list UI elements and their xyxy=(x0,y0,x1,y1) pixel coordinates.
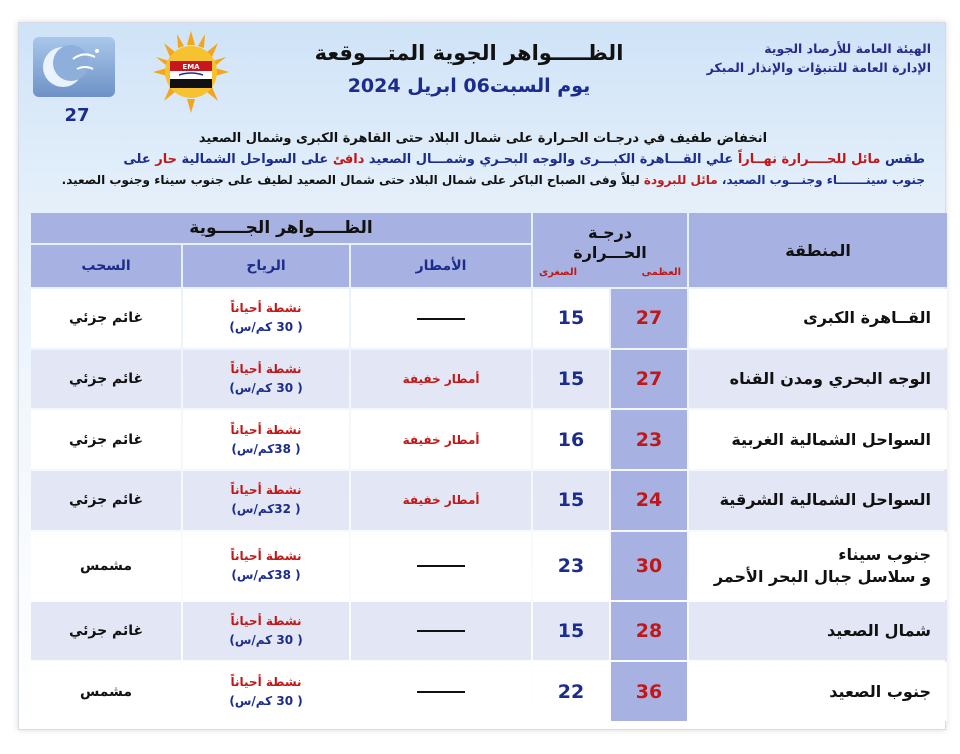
table-header-row xyxy=(31,213,947,243)
summary-line-2-a: طقس xyxy=(880,152,925,167)
summary-line-2-c: علي القـــاهرة الكبـــرى والوجه البحـري وشمـــال الصعيد xyxy=(364,152,738,167)
cell-max-temp: 27 xyxy=(611,350,687,409)
wind-speed: ( 30 كم/س) xyxy=(229,320,303,335)
crescent-icon xyxy=(33,37,115,97)
forecast-sheet xyxy=(18,22,946,730)
region-name: جنوب الصعيد xyxy=(829,681,932,701)
cell-rain xyxy=(351,532,531,600)
cell-clouds: غائم جزئي xyxy=(31,289,181,348)
header-region: المنطقة xyxy=(689,213,947,287)
cell-min-temp: 22 xyxy=(533,662,609,721)
cell-min-temp: 15 xyxy=(533,471,609,530)
header-temperature-label-2: الحـــرارة xyxy=(573,242,647,262)
header-temperature xyxy=(533,213,687,287)
cell-wind xyxy=(183,350,349,409)
no-rain-dash xyxy=(417,318,465,320)
cell-max-temp: 36 xyxy=(611,662,687,721)
region-name: جنوب سيناء xyxy=(838,544,932,564)
cell-min-temp: 15 xyxy=(533,289,609,348)
wind-text: نشطة أحياناً xyxy=(230,483,302,498)
summary-line-3-a: جنوب سينـــــــاء وجنـــوب الصعيد، xyxy=(717,173,925,187)
header-rain: الأمطار xyxy=(351,245,531,287)
region-name: القــاهرة الكبرى xyxy=(803,308,932,328)
no-rain-dash xyxy=(417,691,465,693)
cell-region xyxy=(689,471,947,530)
wind-text: نشطة أحياناً xyxy=(230,674,302,689)
summary-line-2-f: حار xyxy=(155,152,177,167)
wind-text: نشطة أحياناً xyxy=(230,548,302,563)
cell-rain xyxy=(351,350,531,409)
cell-region xyxy=(689,289,947,348)
wind-speed: ( 30 كم/س) xyxy=(229,632,303,647)
summary-line-1: انخفاض طفيف في درجـات الحـرارة على شمال البلاد حتى القاهرة الكبرى وشمال الصعيد xyxy=(198,131,768,146)
header-clouds: السحب xyxy=(31,245,181,287)
cell-wind xyxy=(183,532,349,600)
region-name-line-2: و سلاسل جبال البحر الأحمر xyxy=(713,566,932,586)
wind-text: نشطة أحياناً xyxy=(230,301,302,316)
wind-text: نشطة أحياناً xyxy=(230,362,302,376)
cell-wind xyxy=(183,662,349,721)
rain-text: أمطار خفيفة xyxy=(402,432,480,447)
cell-min-temp: 16 xyxy=(533,410,609,469)
cell-max-temp: 23 xyxy=(611,410,687,469)
forecast-date: يوم السبت06 ابريل 2024 xyxy=(347,75,591,97)
header-temperature-label: درجـة xyxy=(587,222,633,242)
summary-line-3-b: مائل للبرودة xyxy=(643,173,718,187)
table-row xyxy=(31,289,947,348)
summary-line-2-g: على xyxy=(123,152,156,167)
organization-name xyxy=(701,39,931,77)
cell-rain xyxy=(351,410,531,469)
summary-line-3-c: ليلاً وفى الصباح الباكر على شمال البلاد حتى شمال الصعيد لطيف على جنوب سيناء وجنوب الصعيد. xyxy=(61,173,644,187)
region-name: شمال الصعيد xyxy=(827,620,932,640)
cell-region xyxy=(689,602,947,661)
no-rain-dash xyxy=(417,630,465,632)
cell-rain xyxy=(351,662,531,721)
org-line-2: الإدارة العامة للتنبؤات والإنذار المبكر xyxy=(706,60,931,75)
cell-rain xyxy=(351,602,531,661)
rain-text: أمطار خفيفة xyxy=(402,493,480,508)
wind-speed: ( 30 كم/س) xyxy=(229,381,303,395)
table-row xyxy=(31,410,947,469)
forecast-table xyxy=(29,211,949,723)
no-rain-dash xyxy=(417,565,465,567)
page-title: الظـــــواهر الجوية المتـــوقعة xyxy=(314,41,624,65)
table-row xyxy=(31,602,947,661)
table-row xyxy=(31,350,947,409)
cell-max-temp: 30 xyxy=(611,532,687,600)
cell-clouds: مشمس xyxy=(31,662,181,721)
cell-min-temp: 15 xyxy=(533,350,609,409)
cell-rain xyxy=(351,289,531,348)
wind-speed: ( 30 كم/س) xyxy=(229,693,303,708)
cell-min-temp: 23 xyxy=(533,532,609,600)
cell-min-temp: 15 xyxy=(533,602,609,661)
cell-clouds: مشمس xyxy=(31,532,181,600)
wind-speed: ( 38كم/س) xyxy=(231,441,301,456)
header-wind: الرياح xyxy=(183,245,349,287)
cell-max-temp: 28 xyxy=(611,602,687,661)
cell-clouds: غائم جزئي xyxy=(31,602,181,661)
summary-line-3 xyxy=(33,170,933,191)
wind-speed: ( 38كم/س) xyxy=(231,567,301,582)
region-name: الوجه البحري ومدن القناه xyxy=(729,369,932,388)
wind-text: نشطة أحياناً xyxy=(230,422,302,437)
region-name: السواحل الشمالية الشرقية xyxy=(719,490,932,510)
ema-logo xyxy=(153,31,229,113)
cell-region xyxy=(689,662,947,721)
summary-line-2-e: على السواحل الشمالية xyxy=(177,152,333,167)
header-max: العظمى xyxy=(641,266,682,278)
ramadan-kareem-logo xyxy=(33,37,115,97)
table-row xyxy=(31,471,947,530)
forecast-summary xyxy=(33,129,933,191)
cell-region xyxy=(689,350,947,409)
region-name: السواحل الشمالية الغربية xyxy=(731,429,932,449)
wind-speed: ( 32كم/س) xyxy=(231,502,301,517)
cell-rain xyxy=(351,471,531,530)
summary-line-2-d: دافئ xyxy=(332,152,365,167)
summary-line-2-b: مائل للحــــرارة نهــاراً xyxy=(737,152,881,167)
cell-region xyxy=(689,532,947,600)
cell-wind xyxy=(183,602,349,661)
cell-clouds: غائم جزئي xyxy=(31,350,181,409)
org-line-1: الهيئة العامة للأرصاد الجوية xyxy=(764,41,931,56)
ema-logo-text: EMA xyxy=(182,63,200,71)
summary-line-2 xyxy=(33,149,933,170)
header-min: الصغرى xyxy=(539,266,578,278)
cell-wind xyxy=(183,289,349,348)
cell-wind xyxy=(183,410,349,469)
cell-region xyxy=(689,410,947,469)
cell-clouds: غائم جزئي xyxy=(31,410,181,469)
cell-clouds: غائم جزئي xyxy=(31,471,181,530)
wind-text: نشطة أحياناً xyxy=(230,613,302,628)
cell-max-temp: 24 xyxy=(611,471,687,530)
header-phenomena: الظـــــواهر الجـــــوية xyxy=(31,213,531,243)
table-row xyxy=(31,532,947,600)
cell-max-temp: 27 xyxy=(611,289,687,348)
rain-text: أمطار خفيفة xyxy=(402,372,480,386)
ramadan-day-number: 27 xyxy=(64,105,90,126)
cell-wind xyxy=(183,471,349,530)
header xyxy=(19,23,945,135)
table-row xyxy=(31,662,947,721)
